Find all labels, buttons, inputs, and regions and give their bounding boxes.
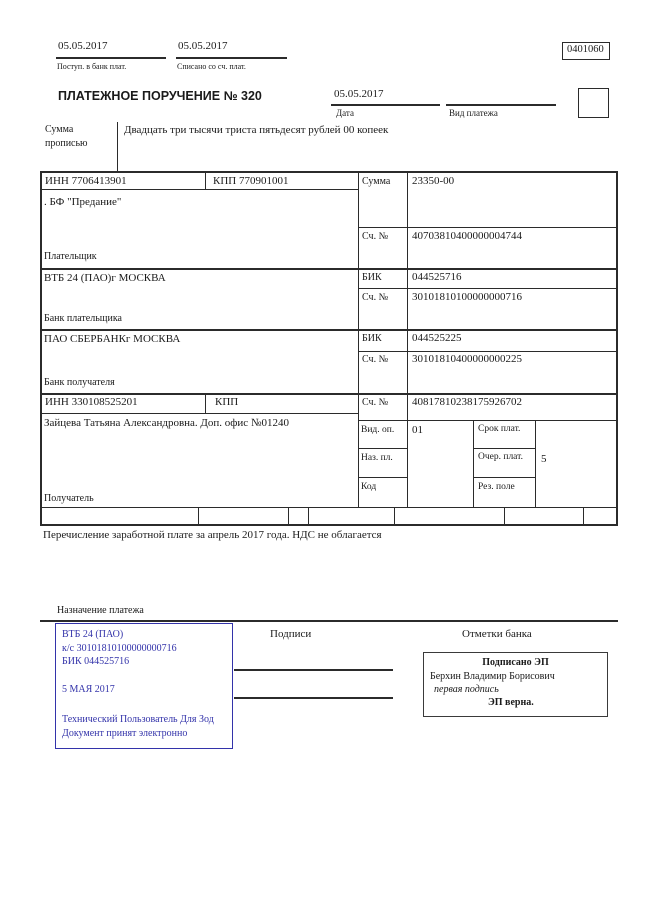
date-underline (331, 104, 440, 106)
label-column-divider (358, 171, 359, 507)
tax-row-divider (583, 507, 584, 524)
beneficiary-name: Зайцева Татьяна Александровна. Доп. офис №01240 (44, 417, 289, 429)
date-label: Дата (336, 108, 354, 118)
operation-type-value: 01 (412, 424, 423, 436)
tax-row-divider (288, 507, 289, 524)
beneficiary-bank-bik-label: БИК (362, 333, 382, 344)
purpose-section-line (40, 620, 618, 622)
payer-section-border (40, 268, 618, 270)
amount-in-words: Двадцать три тысячи триста пятьдесят рублей 00 копеек (124, 124, 389, 136)
payer-bank-name: ВТБ 24 (ПАО)г МОСКВА (44, 272, 166, 284)
bank-stamp-box (55, 623, 233, 749)
payer-bank-bik-label: БИК (362, 272, 382, 283)
document-date: 05.05.2017 (334, 88, 384, 100)
payer-inn-row-divider (40, 189, 358, 190)
payer-account: 40703810400000004744 (412, 230, 522, 242)
bank-stamp-note: Документ принят электронно (62, 727, 188, 739)
bank-stamp-date: 5 МАЯ 2017 (62, 683, 115, 695)
value-column-divider (407, 171, 408, 507)
payer-name: . БФ "Предание" (44, 196, 122, 208)
debited-date-underline (176, 57, 287, 59)
operation-table-top (358, 420, 618, 421)
payment-kind-label: Вид платежа (449, 108, 498, 118)
reserve-field-label: Рез. поле (478, 482, 515, 492)
payer-section-label: Плательщик (44, 251, 97, 262)
payer-bank-section-label: Банк плательщика (44, 313, 122, 324)
beneficiary-section-label: Получатель (44, 493, 94, 504)
beneficiary-bank-bik: 044525225 (412, 332, 462, 344)
beneficiary-bank-section-border (40, 393, 618, 395)
bank-stamp-user: Технический Пользователь Для Зод (62, 714, 214, 725)
bank-marks-label: Отметки банка (462, 628, 532, 640)
esign-title: Подписано ЭП (482, 657, 549, 668)
payment-priority-value: 5 (541, 453, 547, 465)
tax-row-divider (504, 507, 505, 524)
beneficiary-bank-section-label: Банк получателя (44, 377, 115, 388)
signature-line-1 (234, 669, 393, 671)
operation-type-label: Вид. оп. (361, 425, 395, 435)
payer-inn: ИНН 7706413901 (45, 175, 127, 187)
form-code: 0401060 (567, 44, 604, 55)
amount-value: 23350-00 (412, 175, 455, 187)
table-left-border (40, 171, 42, 526)
form-code-box (562, 42, 610, 60)
received-date-underline (56, 57, 166, 59)
operation-row-divider (473, 477, 535, 478)
beneficiary-kpp: КПП (215, 396, 239, 408)
payment-kind-box (578, 88, 609, 118)
payment-purpose-label: Назначение платежа (57, 605, 144, 616)
debited-label: Списано со сч. плат. (177, 62, 246, 71)
payer-bank-account: 30101810100000000716 (412, 291, 522, 303)
amount-words-label-1: Сумма (45, 124, 74, 135)
payment-kind-underline (446, 104, 556, 106)
payer-bank-bik-divider (358, 288, 618, 289)
received-in-bank-date: 05.05.2017 (58, 40, 108, 52)
payment-purpose-text: Перечисление заработной плате за апрель 2017 года. НДС не облагается (43, 529, 382, 541)
table-right-border (616, 171, 618, 526)
table-top-border (40, 171, 618, 173)
bank-stamp-corr-account: к/с 30101810100000000716 (62, 642, 177, 654)
payment-purpose-code-label: Наз. пл. (361, 453, 393, 463)
tax-row-divider (308, 507, 309, 524)
payer-inn-kpp-divider (205, 171, 206, 189)
amount-label: Сумма (362, 176, 391, 187)
bank-stamp-bank-name: ВТБ 24 (ПАО) (62, 629, 124, 640)
esign-signature-type: первая подпись (434, 684, 499, 695)
beneficiary-inn-kpp-divider (205, 393, 206, 413)
debited-date: 05.05.2017 (178, 40, 228, 52)
beneficiary-bank-bik-divider (358, 351, 618, 352)
bank-stamp-bik: БИК 044525716 (62, 656, 130, 667)
amount-words-label-2: прописью (45, 138, 88, 149)
beneficiary-bank-account: 30101810400000000225 (412, 353, 522, 365)
operation-row-divider (358, 477, 408, 478)
code-label: Код (361, 482, 377, 492)
payer-account-label: Сч. № (362, 231, 389, 242)
signatures-label: Подписи (270, 628, 312, 640)
esign-signer-name: Берхин Владимир Борисович (430, 671, 555, 682)
payment-priority-label: Очер. плат. (478, 452, 523, 462)
beneficiary-account: 40817810238175926702 (412, 396, 522, 408)
payer-bank-section-border (40, 329, 618, 331)
received-in-bank-label: Поступ. в банк плат. (57, 62, 127, 71)
beneficiary-bottom-divider (40, 507, 618, 508)
operation-column-divider (535, 420, 536, 507)
tax-row-divider (394, 507, 395, 524)
operation-row-divider (473, 448, 535, 449)
signature-line-2 (234, 697, 393, 699)
operation-column-divider (473, 420, 474, 507)
table-bottom-border (40, 524, 618, 526)
beneficiary-account-label: Сч. № (362, 397, 389, 408)
beneficiary-bank-name: ПАО СБЕРБАНКг МОСКВА (44, 333, 181, 345)
document-title: ПЛАТЕЖНОЕ ПОРУЧЕНИЕ № 320 (58, 89, 262, 103)
tax-row-divider (198, 507, 199, 524)
payer-bank-account-label: Сч. № (362, 292, 389, 303)
amount-account-divider (358, 227, 618, 228)
payer-kpp: КПП 770901001 (213, 175, 289, 187)
beneficiary-bank-account-label: Сч. № (362, 354, 389, 365)
esign-verdict: ЭП верна. (488, 697, 534, 708)
payment-term-label: Срок плат. (478, 424, 521, 434)
beneficiary-inn-row-divider (40, 413, 358, 414)
beneficiary-inn: ИНН 330108525201 (45, 396, 138, 408)
amount-words-divider (117, 122, 118, 171)
operation-row-divider (358, 448, 408, 449)
esign-stamp-box (423, 652, 608, 717)
payer-bank-bik: 044525716 (412, 271, 462, 283)
